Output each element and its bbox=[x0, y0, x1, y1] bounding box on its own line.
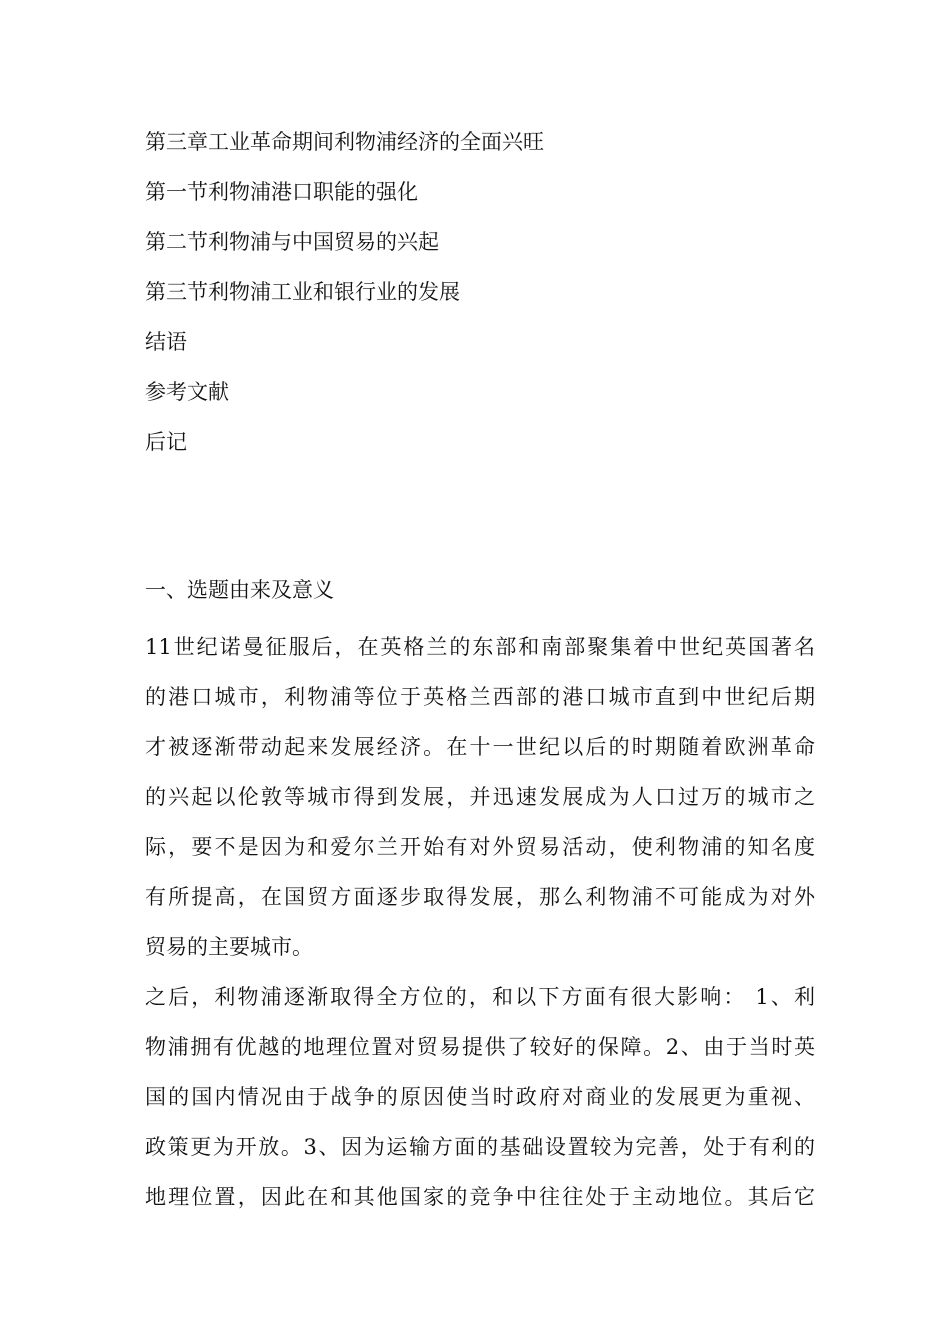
paragraph-line: 之后，利物浦逐渐取得全方位的，和以下方面有很大影响： 1、利 bbox=[145, 985, 815, 1009]
paragraph-line: 有所提高，在国贸方面逐步取得发展，那么利物浦不可能成为对外 bbox=[145, 885, 815, 909]
paragraph-line: 国的国内情况由于战争的原因使当时政府对商业的发展更为重视、 bbox=[145, 1085, 815, 1109]
paragraph-2 bbox=[145, 972, 815, 1222]
paragraph-line: 政策更为开放。3、因为运输方面的基础设置较为完善，处于有利的 bbox=[145, 1135, 815, 1159]
toc-item: 第三章工业革命期间利物浦经济的全面兴旺 bbox=[145, 130, 544, 154]
paragraph-line: 11世纪诺曼征服后，在英格兰的东部和南部聚集着中世纪英国著名 bbox=[145, 635, 815, 659]
toc-item: 第一节利物浦港口职能的强化 bbox=[145, 180, 418, 204]
paragraph-1 bbox=[145, 622, 815, 972]
paragraph-line: 际，要不是因为和爱尔兰开始有对外贸易活动，使利物浦的知名度 bbox=[145, 835, 815, 859]
paragraph-line: 的兴起以伦敦等城市得到发展，并迅速发展成为人口过万的城市之 bbox=[145, 785, 815, 809]
paragraph-line: 物浦拥有优越的地理位置对贸易提供了较好的保障。2、由于当时英 bbox=[145, 1035, 815, 1059]
toc-item: 第二节利物浦与中国贸易的兴起 bbox=[145, 230, 439, 254]
paragraph-line: 贸易的主要城市。 bbox=[145, 935, 313, 959]
paragraph-line: 地理位置，因此在和其他国家的竞争中往往处于主动地位。其后它 bbox=[145, 1185, 815, 1209]
toc-item: 第三节利物浦工业和银行业的发展 bbox=[145, 280, 460, 304]
toc-item: 后记 bbox=[145, 430, 187, 454]
paragraph-line: 才被逐渐带动起来发展经济。在十一世纪以后的时期随着欧洲革命 bbox=[145, 735, 815, 759]
toc-item: 结语 bbox=[145, 330, 187, 354]
toc-item: 参考文献 bbox=[145, 380, 229, 404]
paragraph-line: 的港口城市，利物浦等位于英格兰西部的港口城市直到中世纪后期 bbox=[145, 685, 815, 709]
table-of-contents bbox=[145, 124, 825, 474]
section-body bbox=[145, 572, 815, 1222]
section-heading: 一、选题由来及意义 bbox=[145, 578, 334, 602]
